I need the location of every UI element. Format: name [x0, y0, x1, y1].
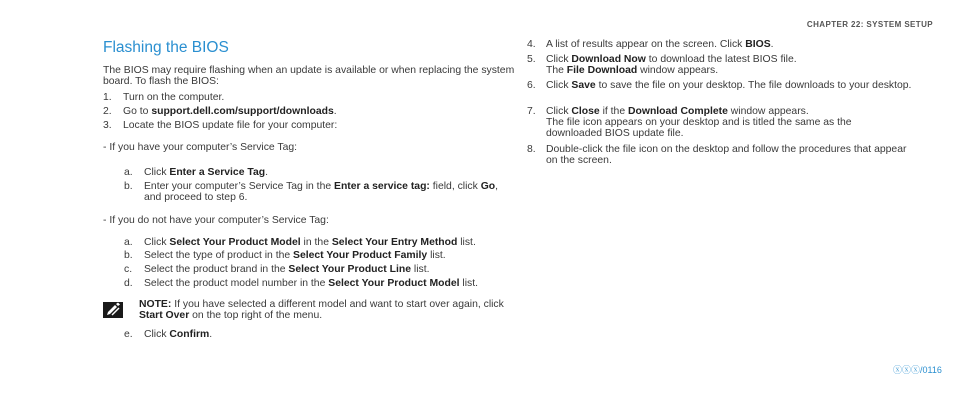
- step-number: 4.: [527, 39, 536, 50]
- download-complete-label: Download Complete: [628, 106, 728, 117]
- step-letter: b.: [124, 181, 133, 192]
- save-label: Save: [571, 80, 596, 91]
- step-letter: c.: [124, 264, 133, 275]
- page-prefix: ⓧⓧⓧ: [893, 365, 921, 375]
- note-text: NOTE: If you have selected a different model and want to start over again, click Start Over on the top right of the menu.: [139, 299, 504, 322]
- step-text: Select the product brand in the Select Your Product Line list.: [144, 264, 430, 275]
- step-number: 5.: [527, 54, 536, 65]
- bold-term: Select Your Product Model: [169, 237, 301, 248]
- note-pencil-icon: [103, 302, 123, 318]
- intro-paragraph: The BIOS may require flashing when an update is available or when replacing the system board. To flash the BIOS:: [103, 65, 515, 88]
- step-text: Click Save to save the file on your desktop. The file downloads to your desktop.: [546, 80, 912, 91]
- step-number: 2.: [103, 106, 112, 117]
- step-letter: e.: [124, 329, 133, 340]
- enter-service-tag-label: Enter a Service Tag: [169, 167, 266, 178]
- step-letter: b.: [124, 250, 133, 261]
- step-letter: a.: [124, 167, 133, 178]
- start-over-label: Start Over: [139, 310, 190, 322]
- bold-term: Select Your Entry Method: [331, 237, 458, 248]
- page-number: [893, 365, 942, 376]
- bios-label: BIOS: [745, 39, 771, 50]
- bold-term: Select Your Product Line: [288, 264, 412, 275]
- confirm-label: Confirm: [169, 329, 210, 340]
- chapter-header: CHAPTER 22: SYSTEM SETUP: [806, 20, 933, 29]
- page-title: Flashing the BIOS: [103, 39, 229, 56]
- step-text: Click Enter a Service Tag.: [144, 167, 268, 178]
- step-text: Click Close if the Download Complete window appears. The file icon appears on your desktop and is titled the same as the downloaded BIOS update file.: [546, 106, 852, 140]
- bold-term: Select Your Product Family: [293, 250, 428, 261]
- step-number: 8.: [527, 144, 536, 155]
- step-text: Locate the BIOS update file for your computer:: [123, 120, 338, 131]
- step-number: 1.: [103, 92, 112, 103]
- step-text: Click Confirm.: [144, 329, 213, 340]
- step-text: Click Select Your Product Model in the Select Your Entry Method list.: [144, 237, 476, 248]
- step-text: Go to support.dell.com/support/downloads.: [123, 106, 337, 117]
- step-text: Select the type of product in the Select Your Product Family list.: [144, 250, 446, 261]
- step-text: Select the product model number in the Select Your Product Model list.: [144, 278, 479, 289]
- step-number: 7.: [527, 106, 536, 117]
- service-tag-field-label: Enter a service tag:: [334, 181, 430, 192]
- note-label: NOTE:: [139, 299, 172, 310]
- bold-term: Select Your Product Model: [328, 278, 460, 289]
- downloads-link[interactable]: support.dell.com/support/downloads: [151, 106, 334, 117]
- service-tag-heading: - If you have your computer’s Service Tag:: [103, 142, 298, 153]
- close-label: Close: [571, 106, 600, 117]
- step-text: Enter your computer’s Service Tag in the Enter a service tag: field, click Go, and proceed to step 6.: [144, 181, 499, 204]
- go-label: Go: [480, 181, 496, 192]
- step-text: Turn on the computer.: [123, 92, 225, 103]
- download-now-label: Download Now: [571, 54, 646, 65]
- step-text: Click Download Now to download the latest BIOS file. The File Download window appears.: [546, 54, 797, 77]
- step-number: 6.: [527, 80, 536, 91]
- file-download-label: File Download: [566, 65, 638, 77]
- step-letter: a.: [124, 237, 133, 248]
- step-number: 3.: [103, 120, 112, 131]
- step-letter: d.: [124, 278, 133, 289]
- step-text: Double-click the file icon on the desktop and follow the procedures that appear on the screen.: [546, 144, 907, 167]
- step-text: A list of results appear on the screen. Click BIOS.: [546, 39, 774, 50]
- no-service-tag-heading: - If you do not have your computer’s Service Tag:: [103, 215, 329, 226]
- page-value: /0116: [920, 365, 942, 375]
